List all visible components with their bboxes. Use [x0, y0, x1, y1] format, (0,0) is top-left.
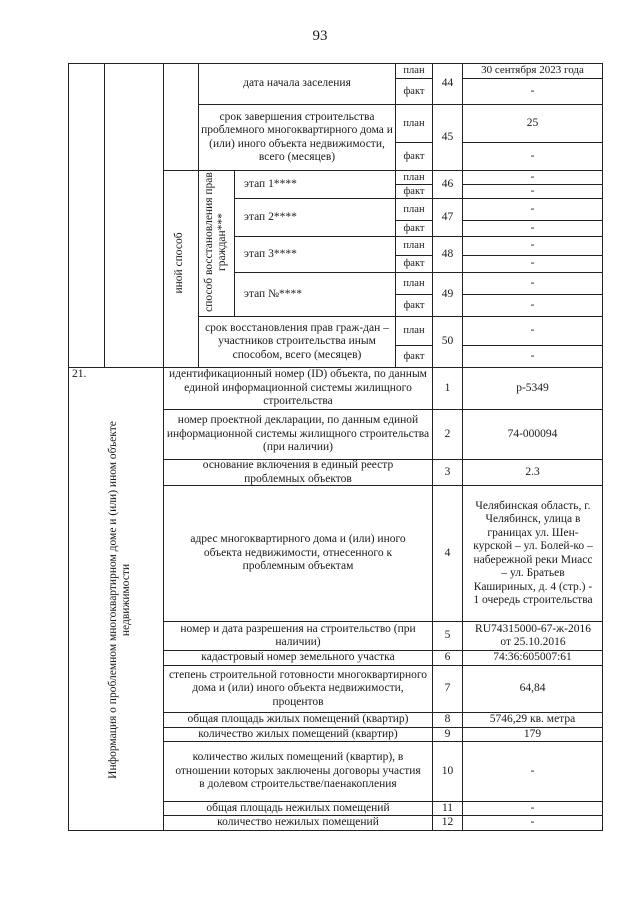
row-label: общая площадь жилых помещений (квартир)	[187, 713, 409, 726]
row-label: этап 2****	[244, 210, 297, 223]
row-number: 6	[444, 651, 451, 664]
row-number: 4	[444, 546, 451, 559]
plan-value: -	[530, 170, 535, 183]
row-label: номер проектной декларации, по данным единой информационной системы жилищного строительства (при наличии)	[166, 414, 430, 454]
row-label: срок восстановления прав граж-дан – участников строительства иным способом, всего (месяцев)	[205, 321, 389, 361]
row-label: этап 1****	[244, 177, 297, 190]
row-value: 2.3	[525, 465, 540, 478]
fact-label: факт	[403, 85, 425, 97]
row-label: количество нежилых помещений	[217, 816, 379, 829]
plan-label: план	[403, 277, 425, 289]
row-number: 10	[441, 764, 454, 777]
sub-group-label-restoration-method: способ восстановления прав граждан***	[202, 172, 228, 312]
fact-label: факт	[403, 350, 425, 362]
fact-value: -	[530, 257, 535, 270]
row-value: RU74315000-67-ж-2016 от 25.10.2016	[475, 622, 591, 648]
plan-label: план	[403, 117, 425, 129]
plan-label: план	[403, 171, 425, 183]
fact-label: факт	[403, 258, 425, 270]
row-number: 50	[441, 335, 454, 348]
fact-value: -	[530, 149, 535, 162]
row-label: этап №****	[244, 287, 303, 300]
row-label: срок завершения строительства проблемного многоквартирного дома и (или) иного объекта недвижимости, всего (месяцев)	[201, 110, 393, 163]
row-label: количество жилых помещений (квартир), в отношении которых заключены договоры участия в долевом строительстве/паенакопления	[175, 751, 421, 791]
row-label: основание включения в единый реестр проблемных объектов	[202, 459, 394, 485]
section-number: 21.	[72, 368, 87, 381]
row-label: идентификационный номер (ID) объекта, по данным единой информационной системы жилищного строительства	[169, 368, 427, 408]
row-number: 47	[441, 210, 454, 223]
row-value: 179	[523, 727, 542, 740]
row-label: этап 3****	[244, 247, 297, 260]
plan-value: -	[530, 276, 535, 289]
row-number: 9	[444, 727, 451, 740]
row-value: р-5349	[516, 381, 549, 394]
plan-label: план	[403, 325, 425, 337]
row-number: 2	[444, 427, 451, 440]
row-number: 46	[441, 177, 454, 190]
fact-value: -	[530, 221, 535, 234]
row-number: 11	[441, 801, 454, 814]
plan-value: -	[530, 202, 535, 215]
row-number: 5	[444, 629, 451, 642]
fact-value: -	[530, 349, 535, 362]
plan-value: 30 сентября 2023 года	[481, 64, 584, 77]
plan-label: план	[403, 203, 425, 215]
row-label: кадастровый номер земельного участка	[201, 651, 395, 664]
fact-label: факт	[403, 299, 425, 311]
plan-label: план	[403, 65, 425, 77]
row-number: 49	[441, 287, 454, 300]
plan-value: 25	[526, 116, 539, 129]
row-number: 12	[441, 816, 454, 829]
fact-label: факт	[403, 222, 425, 234]
group-label-other-method: иной способ	[173, 232, 186, 294]
row-value: 74-000094	[507, 427, 558, 440]
row-value: -	[530, 764, 535, 777]
row-value: 74:36:605007:61	[493, 651, 572, 664]
fact-label: факт	[403, 150, 425, 162]
row-label: количество жилых помещений (квартир)	[198, 727, 398, 740]
plan-value: -	[530, 239, 535, 252]
page-number: 93	[312, 28, 328, 44]
row-label: общая площадь нежилых помещений	[206, 801, 390, 814]
fact-value: -	[530, 184, 535, 197]
fact-value: -	[530, 84, 535, 97]
row-label: дата начала заселения	[243, 77, 351, 90]
fact-label: факт	[403, 185, 425, 197]
row-value: 64,84	[519, 682, 546, 695]
row-number: 8	[444, 713, 451, 726]
row-label: номер и дата разрешения на строительство (при наличии)	[180, 622, 416, 648]
row-number: 7	[444, 682, 451, 695]
row-value: Челябинская область, г. Челябинск, улица в границах ул. Шен-курской – ул. Болей-ко – набережной реки Миасс – ул. Братьев Кашириных, д. 4 (стр.) - 1 очередь строительства	[473, 499, 593, 606]
row-value: 5746,29 кв. метра	[489, 713, 576, 726]
row-label: степень строительной готовности многоквартирного дома и (или) иного объекта недвижимости, процентов	[168, 668, 428, 708]
plan-value: -	[530, 324, 535, 337]
row-number: 3	[444, 465, 451, 478]
row-number: 48	[441, 247, 454, 260]
row-number: 1	[444, 381, 451, 394]
row-number: 44	[441, 77, 454, 90]
section-vertical-label: Информация о проблемном многоквартирном доме и (или) ином объекте недвижимости	[106, 421, 132, 779]
row-label: адрес многоквартирного дома и (или) иного объекта недвижимости, отнесенного к проблемным объектам	[190, 533, 406, 573]
plan-label: план	[403, 240, 425, 252]
row-number: 45	[441, 130, 454, 143]
row-value: -	[530, 801, 535, 814]
fact-value: -	[530, 298, 535, 311]
row-value: -	[530, 816, 535, 829]
